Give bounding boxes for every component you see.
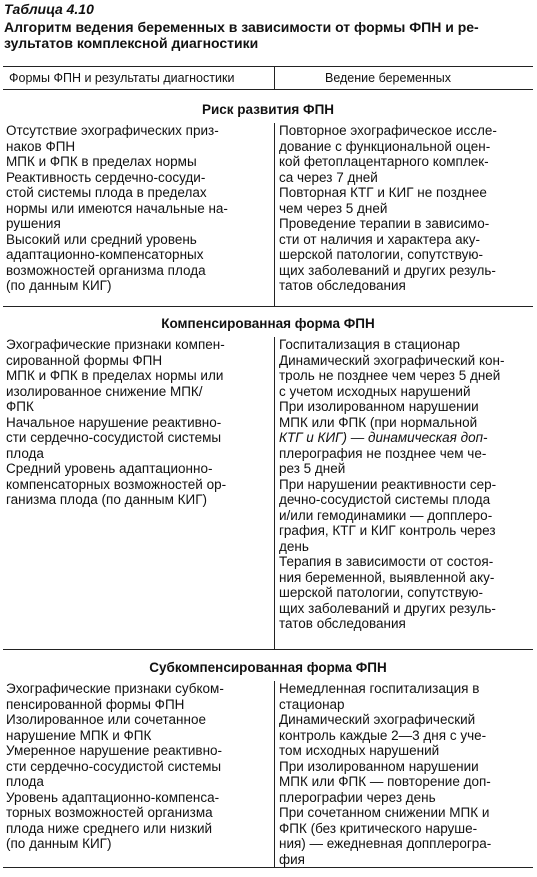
text-line: плерография не позднее чем че- <box>279 445 487 461</box>
text-line: Начальное нарушение реактивно- <box>6 414 222 430</box>
text-line: щих заболеваний и других резуль- <box>279 600 496 616</box>
section-rule <box>3 649 533 650</box>
text-line: рез 5 дней <box>279 461 346 476</box>
section-subcompensated-management <box>279 681 531 867</box>
text-line: сти от наличия и характера аку- <box>279 231 480 247</box>
text-line: МПК или ФПК (при нормальной <box>279 414 478 430</box>
text-line: Проведение терапии в зависимо- <box>279 216 490 231</box>
section-compensated-diagnostics <box>6 337 270 508</box>
text-line: наков ФПН <box>6 138 76 154</box>
column-divider <box>274 681 275 867</box>
text-line: Терапия в зависимости от состоя- <box>279 554 494 569</box>
text-line: Отсутствие эхографических приз- <box>6 123 219 138</box>
text-line: Средний уровень адаптационно- <box>6 461 213 476</box>
header-rule <box>3 89 533 90</box>
column-divider <box>274 123 275 306</box>
text-line: Эхографические признаки компен- <box>6 337 225 352</box>
text-line: КТГ и КИГ) — динамическая доп- <box>279 430 488 445</box>
text-line: Повторное эхографическое иссле- <box>279 123 497 138</box>
section-compensated-management <box>279 337 531 632</box>
section-rule <box>3 306 533 307</box>
text-line: фия <box>279 851 305 867</box>
text-line: При изолированном нарушении <box>279 399 479 414</box>
text-line: шерской патологии, сопутствую- <box>279 585 483 600</box>
section-title-risk: Риск развития ФПН <box>201 102 335 117</box>
text-line: графия, КТГ и КИГ контроль через <box>279 523 496 538</box>
text-line: Немедленная госпитализация в <box>279 681 480 696</box>
text-line: торных возможностей организма <box>6 805 213 820</box>
text-line: МПК или ФПК — повторение доп- <box>279 774 491 789</box>
text-line: троль не позднее чем через 5 дней <box>279 368 501 383</box>
text-line: Высокий или средний уровень <box>6 231 197 247</box>
text-line: дечно-сосудистой системы плода <box>279 492 491 507</box>
text-line: шерской патологии, сопутствую- <box>279 247 483 262</box>
text-line: кой фетоплацентарного комплек- <box>279 154 489 169</box>
section-risk-diagnostics <box>6 123 270 294</box>
text-line: нарушение МПК и ФПК <box>6 727 152 743</box>
text-line: сти сердечно-сосудистой системы <box>6 758 222 774</box>
text-line: Динамический эхографический кон- <box>279 352 505 368</box>
section-subcompensated-diagnostics <box>6 681 270 852</box>
text-line: МПК и ФПК в пределах нормы или <box>6 368 224 383</box>
text-line: пенсированной формы ФПН <box>6 696 185 712</box>
text-line: день <box>279 538 309 554</box>
text-line: Динамический эхографический <box>279 712 476 727</box>
text-line: плода ниже среднего или низкий <box>6 820 213 836</box>
text-line: сированной формы ФПН <box>6 352 163 368</box>
text-line: са через 7 дней <box>279 169 378 185</box>
table-label: Таблица 4.10 <box>4 1 94 17</box>
text-line: При сочетанном снижении МПК и <box>279 805 490 820</box>
text-line: (по данным КИГ) <box>6 836 112 851</box>
text-line: Изолированное или сочетанное <box>6 712 206 727</box>
text-line: Реактивность сердечно-сосуди- <box>6 169 206 185</box>
text-line: компенсаторных возможностей ор- <box>6 476 227 492</box>
text-line: с учетом исходных нарушений <box>279 383 471 399</box>
text-line: Эхографические признаки субком- <box>6 681 224 696</box>
text-line: стой системы плода в пределах <box>6 185 207 200</box>
text-line: плерографии через день <box>279 789 436 805</box>
text-line: татов обследования <box>279 616 406 631</box>
text-line: адаптационно-компенсаторных <box>6 247 204 262</box>
data-table <box>3 66 533 868</box>
text-line: щих заболеваний и других резуль- <box>279 262 496 278</box>
text-line: ФПК <box>6 399 34 414</box>
text-line: плода <box>6 774 44 789</box>
text-line: Госпитализация в стационар <box>279 337 460 352</box>
text-line: Умеренное нарушение реактивно- <box>6 743 223 758</box>
text-line: плода <box>6 445 44 461</box>
column-divider <box>274 337 275 649</box>
text-line: ганизма плода (по данным КИГ) <box>6 492 208 507</box>
header-col-left: Формы ФПН и результаты диагностики <box>9 71 235 85</box>
section-risk-management <box>279 123 531 294</box>
table-caption <box>4 19 532 50</box>
text-line: и/или гемодинамики — допплеро- <box>279 507 493 523</box>
text-line: стационар <box>279 696 345 712</box>
section-title-subcompensated: Субкомпенсированная форма ФПН <box>149 660 387 675</box>
text-line: сти сердечно-сосудистой системы <box>6 430 222 445</box>
column-divider <box>274 67 275 89</box>
text-line: контроль каждые 2—3 дня с уче- <box>279 727 487 743</box>
text-line: возможностей организма плода <box>6 262 206 278</box>
section-title-compensated: Компенсированная форма ФПН <box>161 316 375 331</box>
text-line: рушения <box>6 216 61 231</box>
text-line: Повторная КТГ и КИГ не позднее <box>279 185 487 200</box>
caption-line: зультатов комплексной диагностики <box>4 34 259 51</box>
text-line: (по данным КИГ) <box>6 278 112 293</box>
text-line: чем через 5 дней <box>279 200 388 216</box>
text-line: нормы или имеются начальные на- <box>6 200 228 216</box>
text-line: ния беременной, выявленной аку- <box>279 569 495 585</box>
text-line: том исходных нарушений <box>279 743 440 758</box>
text-line: ФПК (без критического наруше- <box>279 820 478 836</box>
text-line: Уровень адаптационно-компенса- <box>6 789 220 805</box>
caption-line: Алгоритм ведения беременных в зависимости от формы ФПН и ре- <box>4 19 479 35</box>
text-line: татов обследования <box>279 278 406 293</box>
text-line: дование с функциональной оцен- <box>279 138 491 154</box>
text-line: МПК и ФПК в пределах нормы <box>6 154 197 169</box>
text-line: изолированное снижение МПК/ <box>6 383 203 399</box>
text-line: При изолированном нарушении <box>279 758 479 774</box>
text-line: При нарушении реактивности сер- <box>279 476 497 492</box>
header-col-right: Ведение беременных <box>325 71 452 85</box>
text-line: ния) — ежедневная допплерогра- <box>279 836 492 851</box>
